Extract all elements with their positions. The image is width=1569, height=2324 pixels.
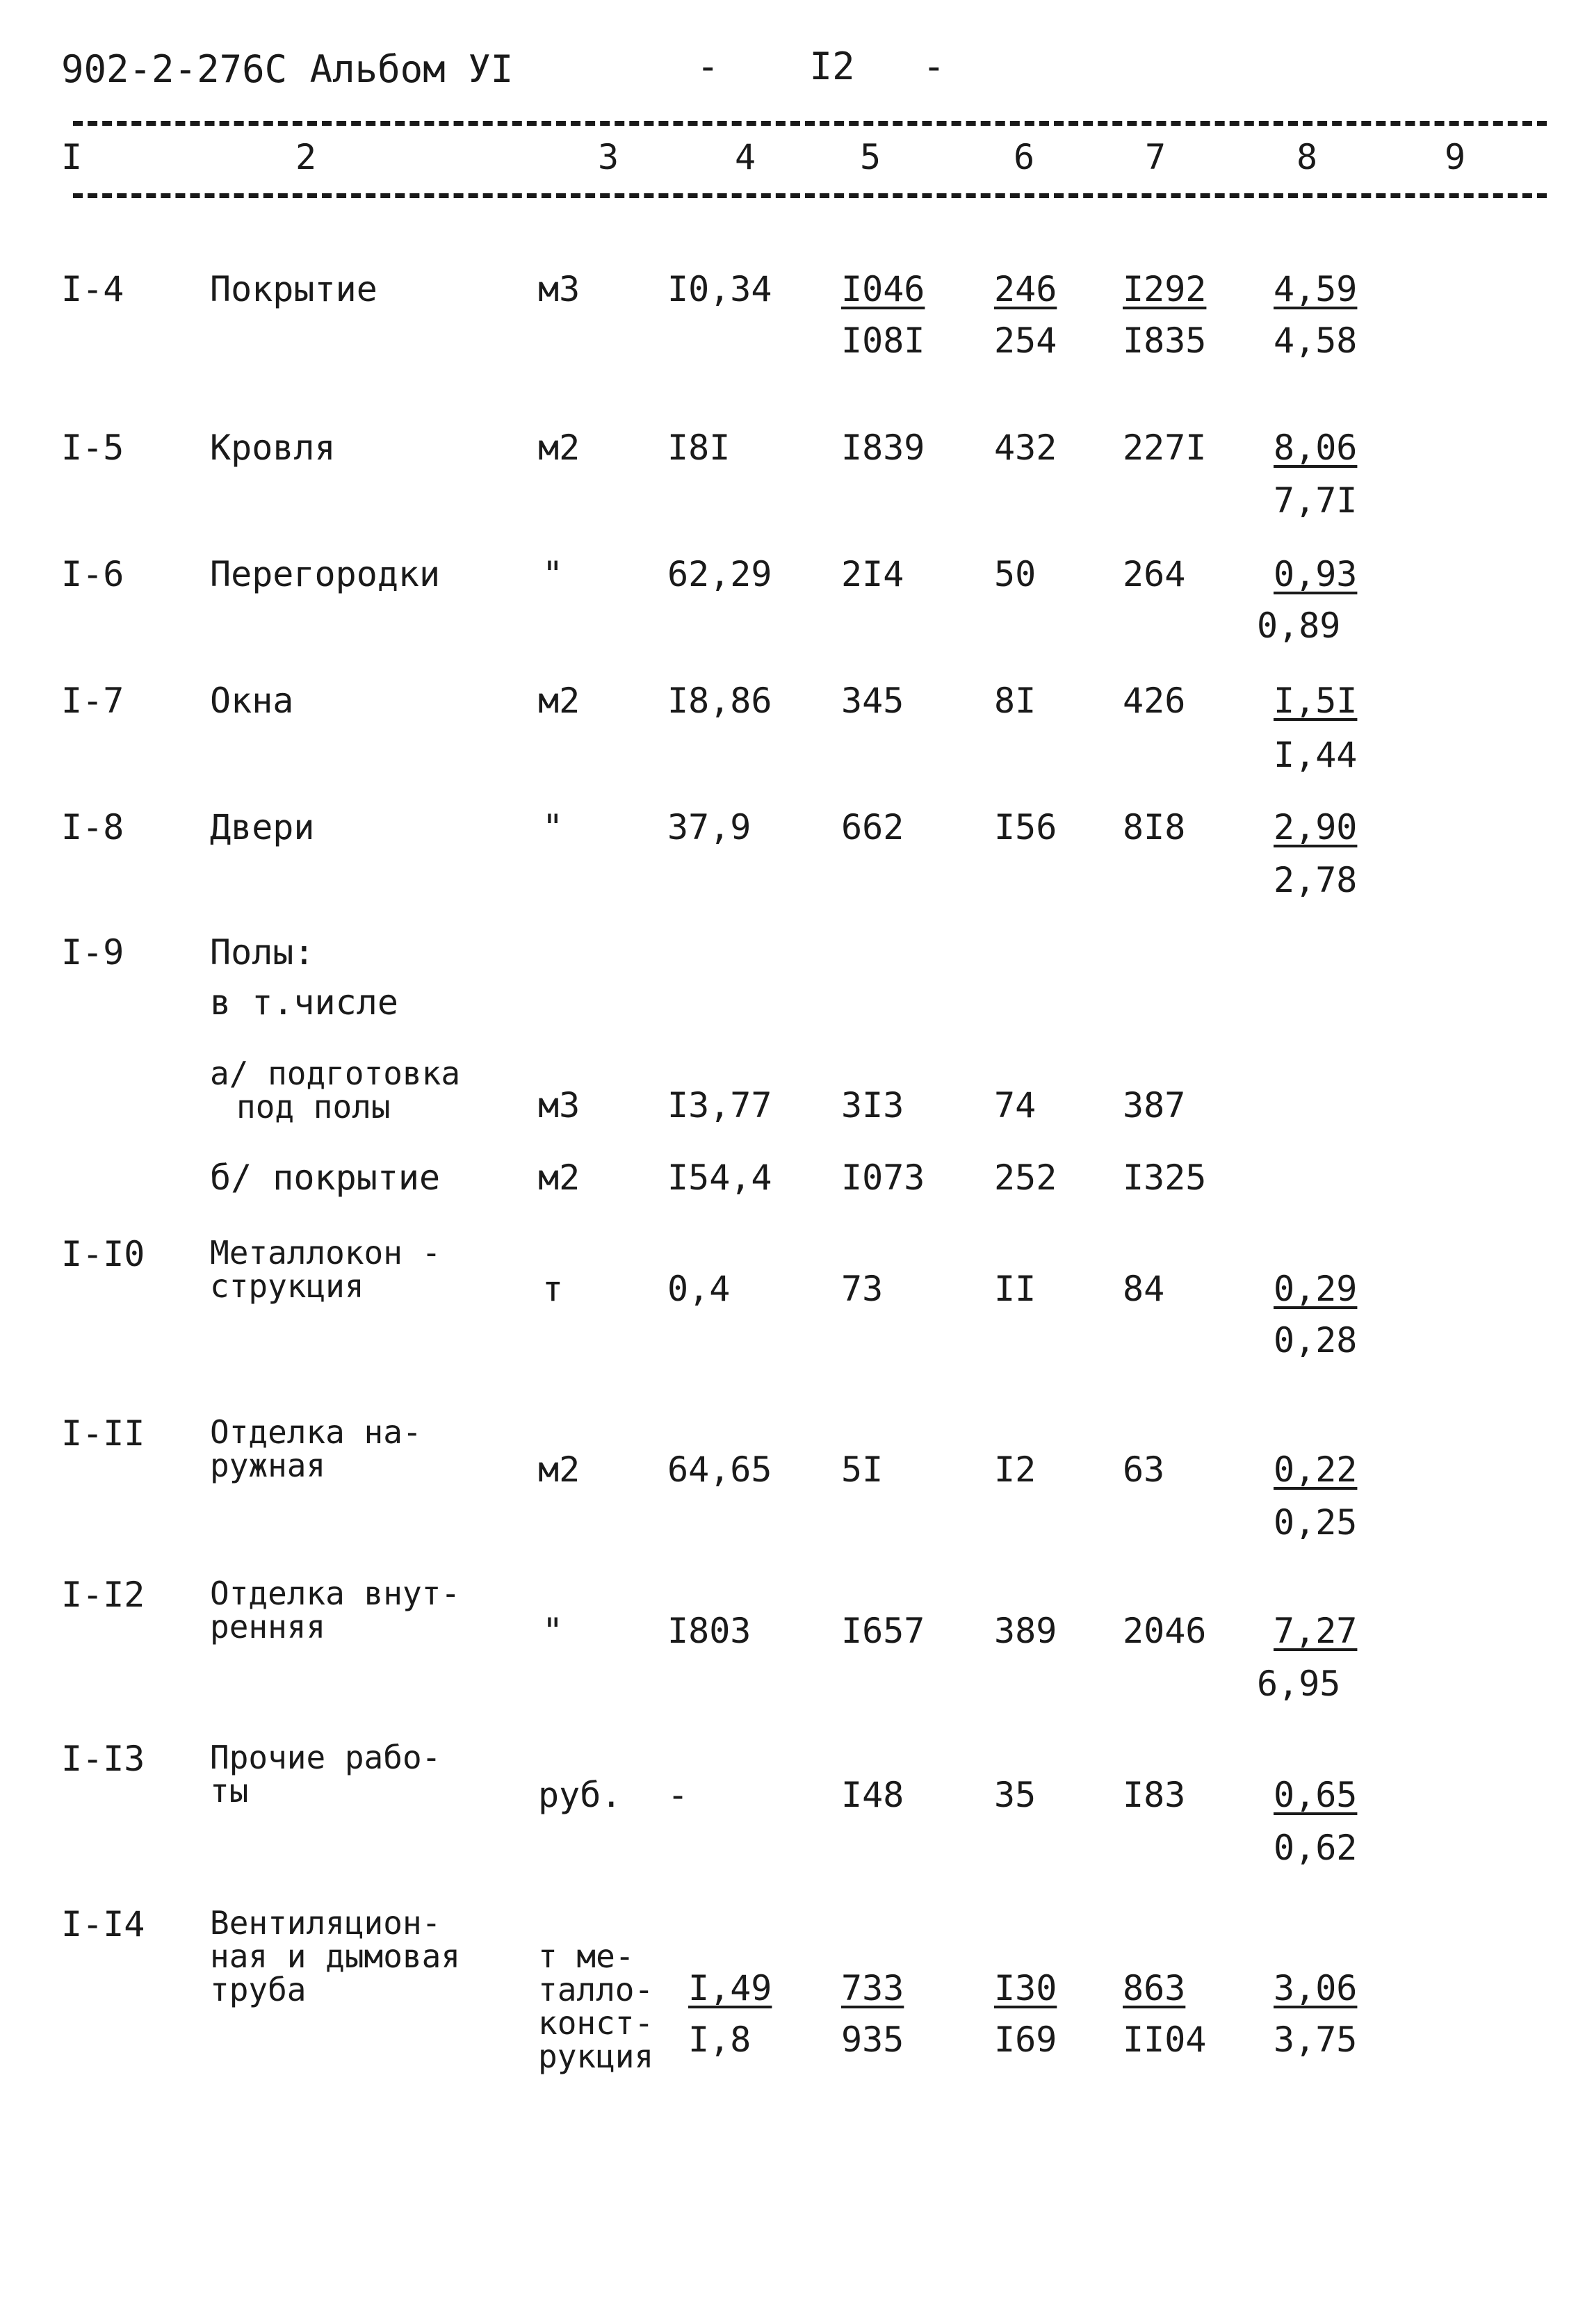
row-code: I-8: [61, 807, 124, 847]
row-unit: м3: [538, 269, 580, 309]
col8-value: 2,90: [1274, 807, 1358, 847]
col5-value-alt: I08I: [841, 320, 925, 361]
row-code: I-I3: [61, 1739, 145, 1779]
col8-value-alt: 6,95: [1257, 1664, 1341, 1704]
row-code: I-6: [61, 554, 124, 594]
column-header: 7: [1145, 137, 1166, 177]
row-name-continued: ты: [210, 1772, 249, 1810]
row-name: Кровля: [210, 428, 336, 468]
row-quantity-alt: I,8: [688, 2020, 751, 2060]
col8-value: 3,06: [1274, 1968, 1358, 2008]
col8-value: I,5I: [1274, 681, 1358, 721]
col7-value: 2046: [1123, 1611, 1207, 1651]
row-code: I-II: [61, 1413, 145, 1454]
col8-value-alt: 2,78: [1274, 860, 1358, 900]
row-name-continued: ная и дымовая: [210, 1937, 461, 1975]
column-header: 2: [295, 137, 317, 177]
col8-value: 0,93: [1274, 554, 1358, 594]
row-code: I-9: [61, 932, 124, 973]
row-quantity: I,49: [688, 1968, 772, 2008]
col5-value: I046: [841, 269, 925, 309]
row-quantity: I0,34: [667, 269, 772, 309]
row-quantity: I3,77: [667, 1085, 772, 1126]
col8-value-alt: 0,62: [1274, 1828, 1358, 1868]
row-unit: т ме-: [538, 1937, 635, 1975]
row-name-continued: струкция: [210, 1267, 364, 1305]
row-name: Отделка внут-: [210, 1575, 461, 1612]
row-name-continued: труба: [210, 1971, 307, 2008]
col5-value: 73: [841, 1269, 884, 1309]
row-code: I-4: [61, 269, 124, 309]
column-header: 4: [735, 137, 756, 177]
column-header: I: [61, 137, 83, 177]
col6-value: 389: [994, 1611, 1057, 1651]
row-name: Окна: [210, 681, 294, 721]
col8-value-alt: 0,28: [1274, 1320, 1358, 1360]
col7-value: I292: [1123, 269, 1207, 309]
col7-value: 63: [1123, 1449, 1165, 1490]
row-code: I-I4: [61, 1904, 145, 1944]
col7-value: 264: [1123, 554, 1186, 594]
col8-value: 7,27: [1274, 1611, 1358, 1651]
col5-value: 3I3: [841, 1085, 904, 1126]
row-name-continued: под полы: [236, 1088, 391, 1126]
col7-value-alt: I835: [1123, 320, 1207, 361]
column-header: 8: [1296, 137, 1318, 177]
row-code: I-7: [61, 681, 124, 721]
row-name-continued: в т.числе: [210, 982, 398, 1023]
column-header: 3: [598, 137, 619, 177]
header-rule-bottom: [73, 193, 1547, 198]
row-code: I-I0: [61, 1234, 145, 1274]
col6-value: 252: [994, 1157, 1057, 1198]
row-quantity: 62,29: [667, 554, 772, 594]
col5-value: I073: [841, 1157, 925, 1198]
col8-value: 0,29: [1274, 1269, 1358, 1309]
col7-value: 426: [1123, 681, 1186, 721]
col6-value-alt: 254: [994, 320, 1057, 361]
col6-value: 8I: [994, 681, 1036, 721]
col8-value: 0,65: [1274, 1775, 1358, 1815]
col5-value: 5I: [841, 1449, 884, 1490]
row-name: Металлокон -: [210, 1234, 441, 1271]
col5-value: I839: [841, 428, 925, 468]
row-quantity: I8,86: [667, 681, 772, 721]
row-name-continued: ренняя: [210, 1608, 326, 1646]
col8-value-alt: 7,7I: [1274, 480, 1358, 521]
col6-value: 74: [994, 1085, 1036, 1126]
row-unit: м2: [538, 681, 580, 721]
row-name: Полы:: [210, 932, 315, 973]
row-name: Перегородки: [210, 554, 441, 594]
row-unit-continued: талло-: [538, 1971, 654, 2008]
row-name: Вентиляцион-: [210, 1904, 441, 1942]
row-unit-continued: конст-: [538, 2004, 654, 2042]
row-name: а/ подготовка: [210, 1055, 461, 1092]
row-unit: ": [542, 807, 564, 847]
col7-value-alt: II04: [1123, 2020, 1207, 2060]
column-header: 5: [860, 137, 881, 177]
col5-value: 662: [841, 807, 904, 847]
row-unit: т: [542, 1269, 564, 1309]
row-unit: ": [542, 1611, 564, 1651]
row-quantity: I54,4: [667, 1157, 772, 1198]
col7-value: 84: [1123, 1269, 1165, 1309]
row-unit: ": [542, 554, 564, 594]
col7-value: I325: [1123, 1157, 1207, 1198]
row-name: Двери: [210, 807, 315, 847]
row-code: I-5: [61, 428, 124, 468]
col8-value: 8,06: [1274, 428, 1358, 468]
row-unit: м2: [538, 1449, 580, 1490]
col7-value: 387: [1123, 1085, 1186, 1126]
col5-value: I48: [841, 1775, 904, 1815]
row-unit: руб.: [538, 1775, 622, 1815]
col6-value: 35: [994, 1775, 1036, 1815]
col6-value: 50: [994, 554, 1036, 594]
col5-value: I657: [841, 1611, 925, 1651]
col5-value: 2I4: [841, 554, 904, 594]
header-rule-top: [73, 121, 1547, 126]
col6-value: I2: [994, 1449, 1036, 1490]
col5-value-alt: 935: [841, 2020, 904, 2060]
col6-value: 432: [994, 428, 1057, 468]
row-quantity: I803: [667, 1611, 751, 1651]
col8-value-alt: 0,25: [1274, 1502, 1358, 1543]
col8-value-alt: 4,58: [1274, 320, 1358, 361]
column-header: 9: [1445, 137, 1466, 177]
col6-value-alt: I69: [994, 2020, 1057, 2060]
row-quantity: 0,4: [667, 1269, 731, 1309]
col6-value: I30: [994, 1968, 1057, 2008]
row-unit-continued: рукция: [538, 2038, 654, 2075]
row-quantity: I8I: [667, 428, 731, 468]
row-unit: м2: [538, 1157, 580, 1198]
col7-value: 863: [1123, 1968, 1186, 2008]
row-unit: м2: [538, 428, 580, 468]
row-name: Отделка на-: [210, 1413, 422, 1451]
col8-value-alt: 0,89: [1257, 606, 1341, 646]
col6-value: I56: [994, 807, 1057, 847]
col7-value: 8I8: [1123, 807, 1186, 847]
col5-value: 733: [841, 1968, 904, 2008]
page-number: - I2 -: [697, 44, 945, 88]
row-name-continued: ружная: [210, 1447, 326, 1484]
row-name: Покрытие: [210, 269, 377, 309]
col8-value-alt: I,44: [1274, 735, 1358, 775]
col8-value: 4,59: [1274, 269, 1358, 309]
row-name: Прочие рабо-: [210, 1739, 441, 1776]
row-quantity: 64,65: [667, 1449, 772, 1490]
col8-value-alt: 3,75: [1274, 2020, 1358, 2060]
col5-value: 345: [841, 681, 904, 721]
row-quantity: -: [667, 1775, 689, 1815]
col7-value: 227I: [1123, 428, 1207, 468]
row-unit: м3: [538, 1085, 580, 1126]
row-name: б/ покрытие: [210, 1157, 441, 1198]
row-code: I-I2: [61, 1575, 145, 1615]
col8-value: 0,22: [1274, 1449, 1358, 1490]
document-code: 902-2-276С Альбом УI: [61, 47, 514, 91]
col6-value: II: [994, 1269, 1036, 1309]
col6-value: 246: [994, 269, 1057, 309]
col7-value: I83: [1123, 1775, 1186, 1815]
column-header: 6: [1014, 137, 1035, 177]
row-quantity: 37,9: [667, 807, 751, 847]
